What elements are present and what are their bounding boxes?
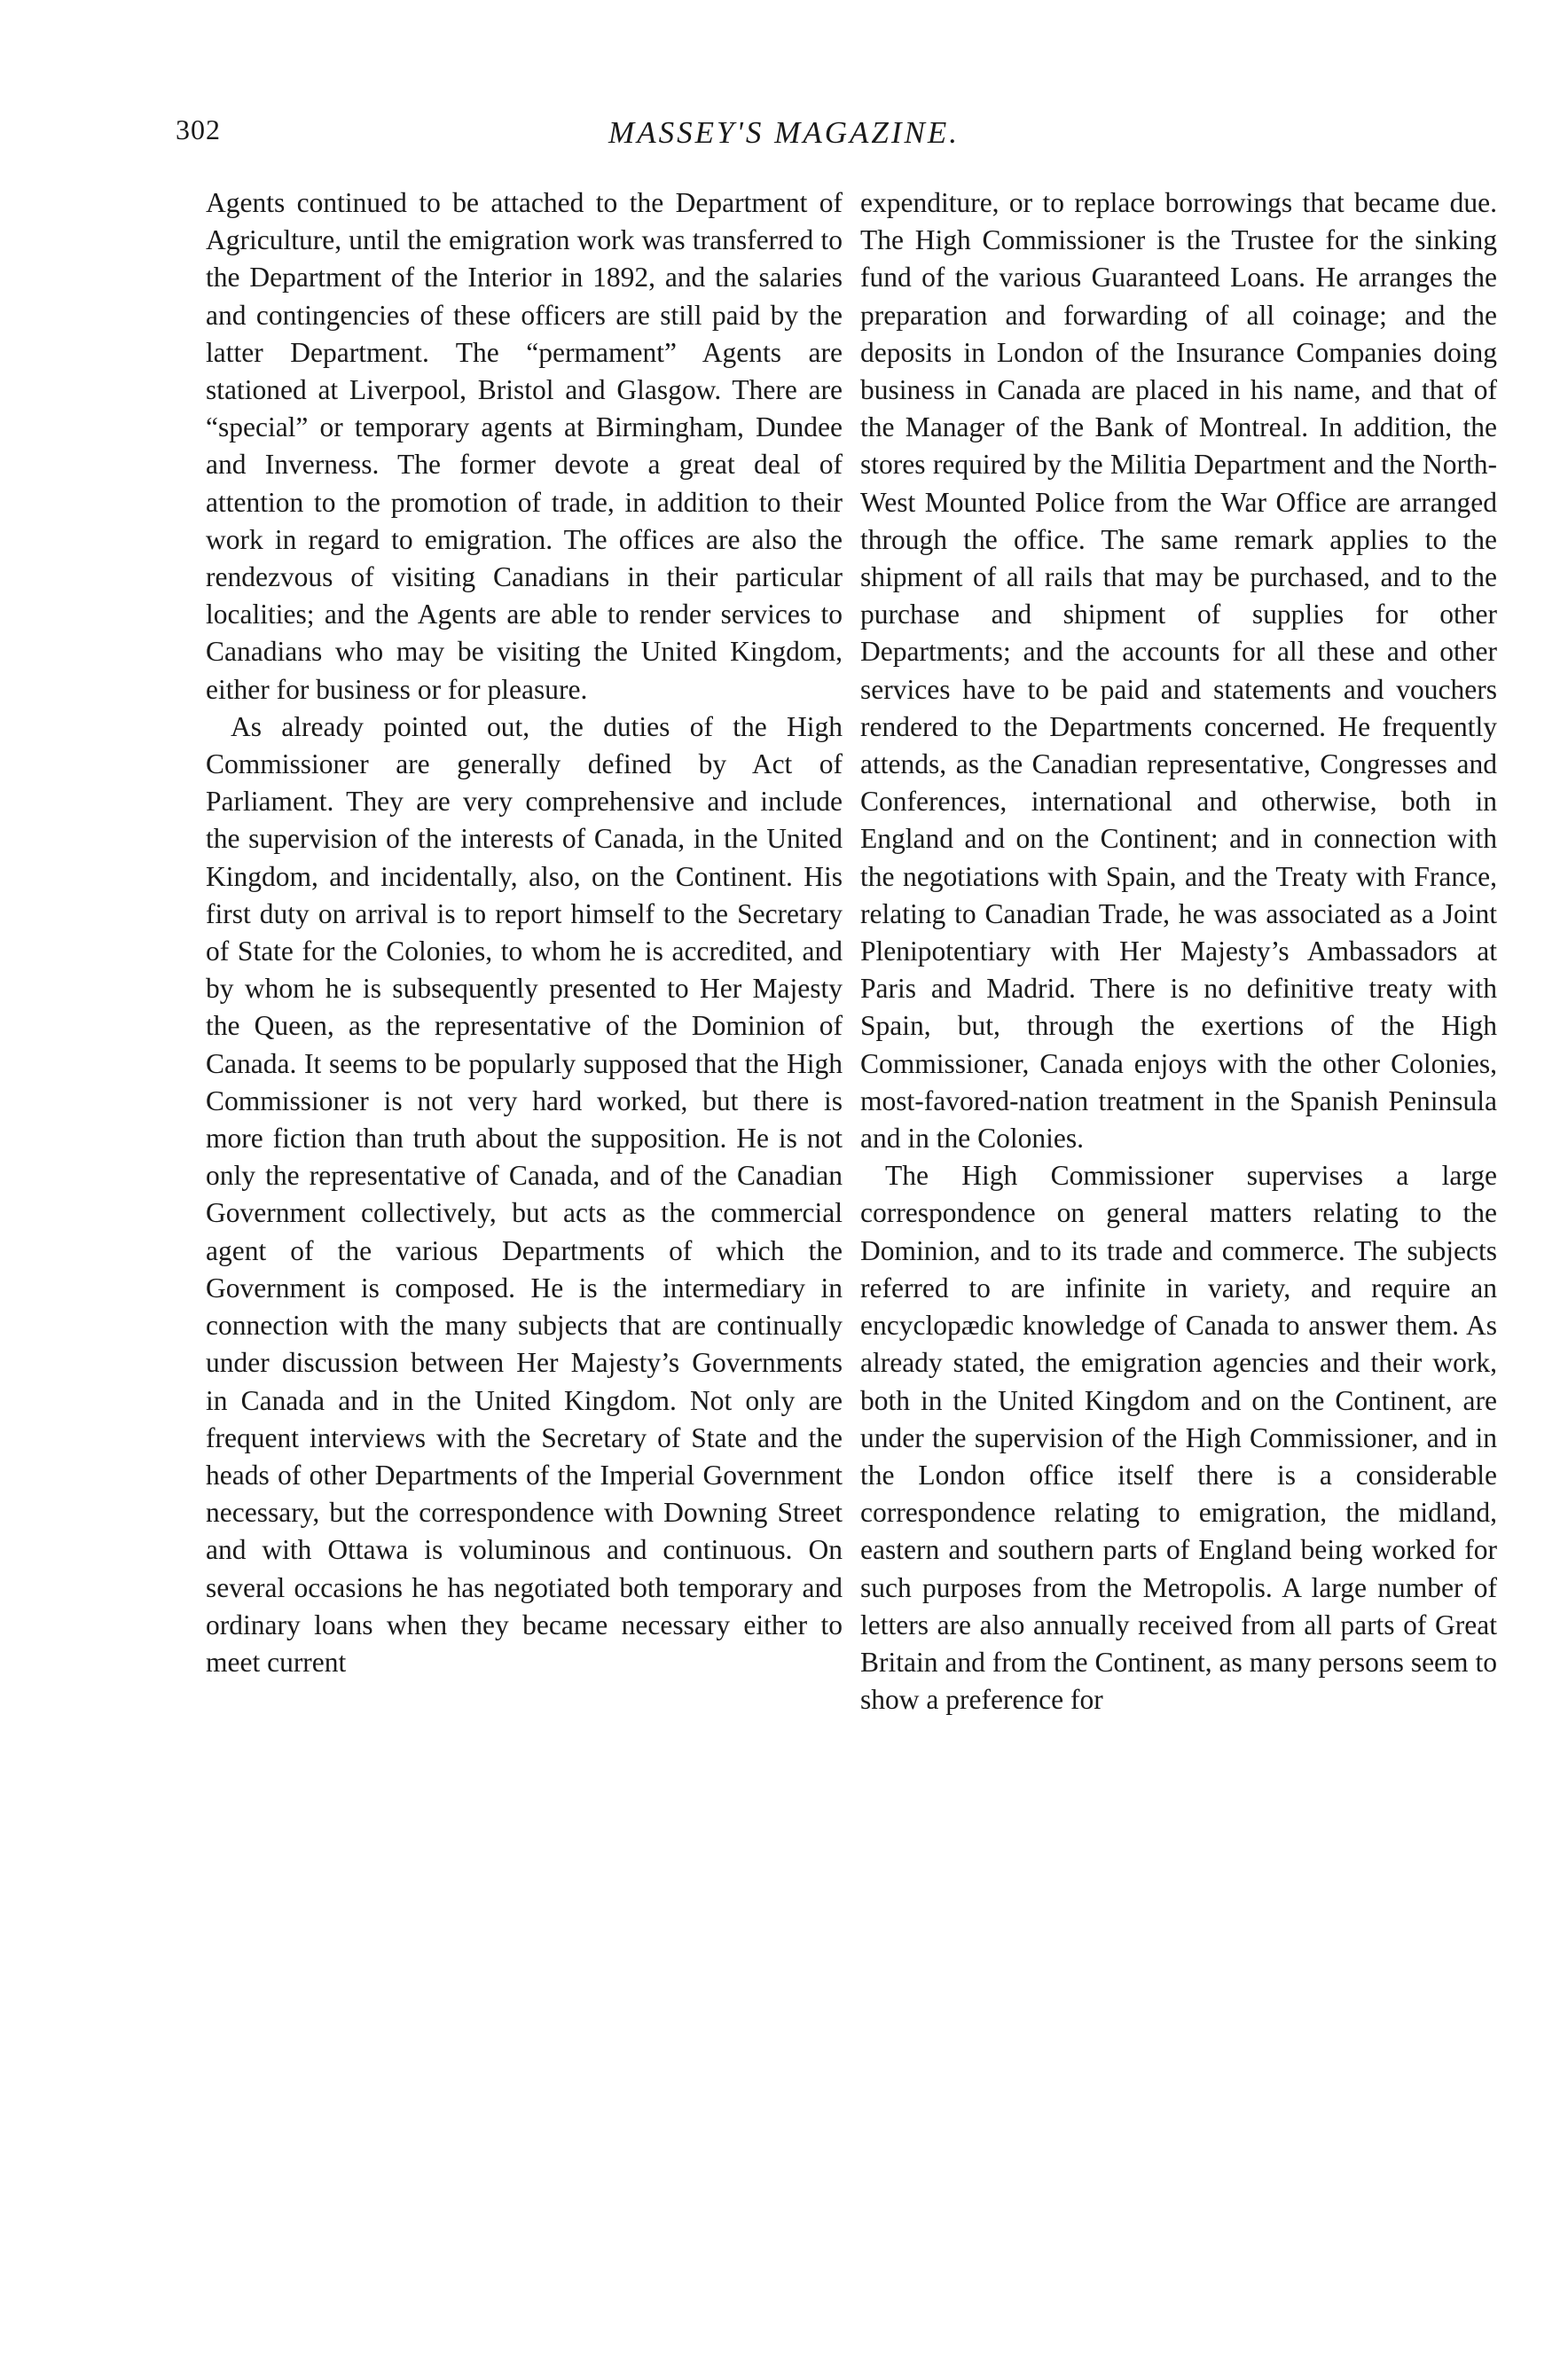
running-title: MASSEY'S MAGAZINE.: [608, 115, 960, 150]
left-column: [206, 184, 843, 1681]
right-paragraph-2: The High Commissioner supervises a large correspondence on general matters relating to the Dominion, and to its trade and commerce. The subjects referred to are infinite in variety, and require an encyclopædic knowledge of Canada to answer them. As already stated, the emigration agencies and their work, both in the United Kingdom and on the Continent, are under the supervision of the High Commissioner, and in the London office itself there is a considerable correspondence relating to emigration, the midland, eastern and southern parts of England being worked for such purposes from the Metropolis. A large number of letters are also annually received from all parts of Great Britain and from the Continent, as many persons seem to show a preference for: [860, 1160, 1497, 1716]
left-paragraph-1: Agents continued to be attached to the Department of Agriculture, until the emigration work was transferred to the Department of the Interior in 1892, and the salaries and contingencies of these officers are still paid by the latter Department. The “permament” Agents are stationed at Liverpool, Bristol and Glasgow. There are “special” or temporary agents at Birmingham, Dundee and Inverness. The former devote a great deal of attention to the promotion of trade, in addition to their work in regard to emigration. The offices are also the rendezvous of visiting Canadians in their particular localities; and the Agents are able to render services to Canadians who may be visiting the United Kingdom, either for business or for pleasure.: [206, 187, 843, 705]
right-paragraph-1: expenditure, or to replace borrowings that became due. The High Commissioner is the Trustee for the sinking fund of the various Guaranteed Loans. He arranges the preparation and forwarding of all coinage; and the deposits in London of the Insurance Companies doing business in Canada are placed in his name, and that of the Manager of the Bank of Montreal. In addition, the stores required by the Militia Department and the North-West Mounted Police from the War Office are arranged through the office. The same remark applies to the shipment of all rails that may be purchased, and to the purchase and shipment of supplies for other Departments; and the accounts for all these and other services have to be paid and statements and vouchers rendered to the Departments concerned. He frequently attends, as the Canadian representative, Congresses and Conferences, international and otherwise, both in England and on the Continent; and in connection with the negotiations with Spain, and the Treaty with France, relating to Canadian Trade, he was associated as a Joint Plenipotentiary with Her Majesty’s Ambassadors at Paris and Madrid. There is no definitive treaty with Spain, but, through the exertions of the High Commissioner, Canada enjoys with the other Colonies, most-favored-nation treatment in the Spanish Peninsula and in the Colonies.: [860, 187, 1497, 1155]
page-number: 302: [176, 114, 221, 145]
left-paragraph-2: As already pointed out, the duties of the High Commissioner are generally defined by Act of Parliament. They are very comprehensive and include the supervision of the interests of Canada, in the United Kingdom, and incidentally, also, on the Continent. His first duty on arrival is to report himself to the Secretary of State for the Colonies, to whom he is accredited, and by whom he is subsequently presented to Her Majesty the Queen, as the representative of the Dominion of Canada. It seems to be popularly supposed that the High Commissioner is not very hard worked, but there is more fiction than truth about the supposition. He is not only the representative of Canada, and of the Canadian Government collectively, but acts as the commercial agent of the various Departments of which the Government is composed. He is the intermediary in connection with the many subjects that are continually under discussion between Her Majesty’s Governments in Canada and in the United Kingdom. Not only are frequent interviews with the Secretary of State and the heads of other Departments of the Imperial Government necessary, but the correspondence with Downing Street and with Ottawa is voluminous and continuous. On several occasions he has negotiated both temporary and ordinary loans when they became necessary either to meet current: [206, 710, 843, 1678]
right-column: [860, 184, 1497, 1718]
